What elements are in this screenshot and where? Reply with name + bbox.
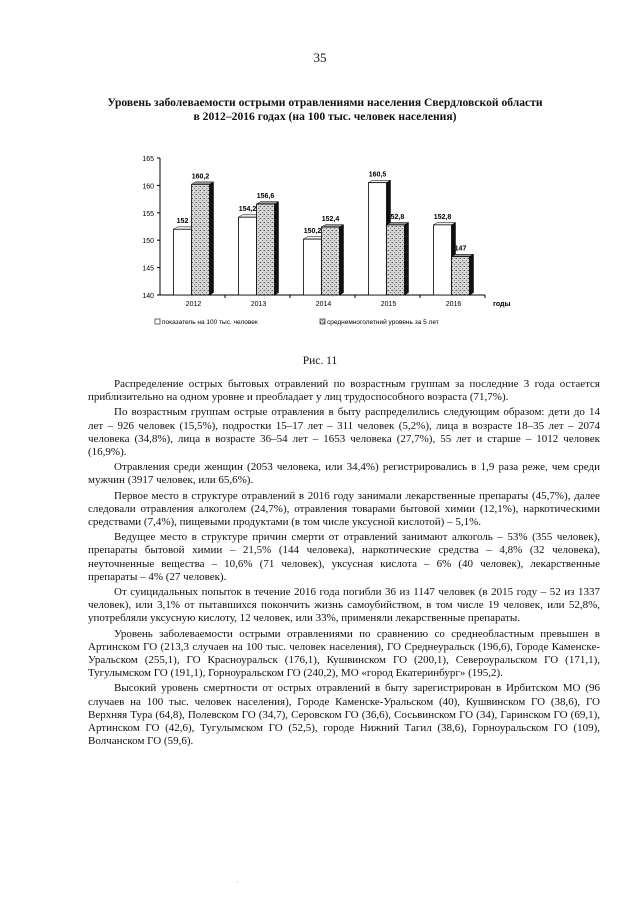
data-label-average: 147 — [454, 245, 467, 253]
x-tick-label: 2014 — [315, 301, 332, 308]
bar-side — [275, 202, 279, 295]
bar-side — [210, 182, 214, 295]
paragraph-6: От суицидальных попыток в течение 2016 года погибли 36 из 1147 человек (в 2015 году – 52 из 1337 человек), или 3,1% от пытавшихся покончить жизнь самоубийством, в том числе 19 человек, или 52,8%, употребляли уксусную кислоту, 12 человек, или 33%, применяли лекарственные препараты. — [88, 586, 600, 625]
y-tick-label: 155 — [142, 210, 154, 218]
x-axis-label: годы — [493, 301, 511, 308]
paragraph-3: Отравления среди женщин (2053 человека, или 34,4%) регистрировались в 1,9 раза реже, чем среди мужчин (3917 человек, или 65,6%). — [88, 461, 600, 487]
figure-caption: Рис. 11 — [302, 355, 338, 367]
bar-average — [257, 204, 275, 295]
data-label-indicator: 154,2 — [238, 206, 257, 214]
data-label-indicator: 152,8 — [433, 213, 452, 221]
page-number: 35 — [313, 50, 327, 65]
legend-swatch-average — [320, 319, 325, 324]
plot-area — [142, 156, 510, 326]
x-tick-label: 2013 — [250, 301, 267, 308]
body-text — [88, 378, 600, 750]
bar-indicator — [239, 217, 257, 295]
data-label-average: 160,2 — [191, 173, 210, 181]
y-tick-label: 140 — [142, 293, 154, 300]
paragraph-2: По возрастным группам острые отравления в быту распределились следующим образом: дети до 14 лет – 926 человек (15,5%), подростки 15–17 лет – 311 человек (5,2%), лица в возрасте 18–35 лет – 2074 человека (34,8%), лица в возрасте 36–54 лет – 1653 человека (27,7%), 55 лет и старше – 1012 человек (16,9%). — [88, 406, 600, 459]
x-tick-label: 2015 — [380, 301, 397, 308]
y-tick-label: 145 — [142, 265, 154, 273]
bar-indicator — [369, 183, 387, 295]
y-tick-label: 165 — [142, 156, 154, 163]
data-label-indicator: 160,5 — [368, 171, 387, 179]
bar-side — [340, 225, 344, 295]
paragraph-7: Уровень заболеваемости острыми отравлениями по сравнению со среднеобластным превышен в Артинском ГО (213,3 случаев на 100 тыс. человек населения), ГО Среднеуральск (196,6), Городе Каменске-Уральском (255,1), ГО Красноуральск (176,1), Кушвинском ГО (200,1), Североуральском ГО (171,1), Тугулымском ГО (191,1), Горноуральском ГО (240,2), МО «город Екатеринбург» (195,2). — [88, 627, 600, 680]
chart-title-line-1: Уровень заболеваемости острыми отравлениями населения Свердловской области — [107, 96, 543, 109]
paragraph-4: Первое место в структуре отравлений в 2016 году занимали лекарственные препараты (45,7%), далее следовали отравления алкоголем (24,7%), отравления товарами бытовой химии (12,1%), наркотическими средствами (7,4%), пищевыми продуктами (в том числе уксусной кислотой) – 5,1%. — [88, 489, 600, 529]
paragraph-8: Высокий уровень смертности от острых отравлений в быту зарегистрирован в Ирбитском МО (96 случаев на 100 тыс. человек населения), Городе Каменске-Уральском (40), Кушвинском ГО (38,6), ГО Верхняя Тура (64,8), Полевском ГО (34,7), Серовском ГО (36,6), Сосьвинском ГО (34), Гаринском ГО (69,1), Артинском ГО (42,6), Тугулымском ГО (52,5), городе Нижний Тагил (38,6), Горноуральском ГО (109), Волчанском ГО (59,6). — [88, 682, 600, 748]
chart-title — [80, 96, 570, 124]
data-label-indicator: 150,2 — [303, 228, 322, 236]
bar-indicator — [174, 229, 192, 295]
legend-label-average: среднемноголетний уровень за 5 лет — [327, 319, 439, 326]
bar-indicator — [434, 225, 452, 295]
chart-title-line-2: в 2012–2016 годах (на 100 тыс. человек населения) — [193, 110, 457, 123]
bar-side — [470, 254, 474, 295]
y-tick-label: 150 — [142, 238, 154, 246]
x-tick-label: 2012 — [185, 301, 202, 308]
paragraph-1: Распределение острых бытовых отравлений по возрастным группам за последние 3 года остается приблизительно на одном уровне и преобладает у лиц трудоспособного возраста (71,7%). — [88, 378, 600, 404]
bar-side — [405, 222, 409, 295]
bar-average — [452, 257, 470, 295]
footer-mark: · — [236, 878, 239, 887]
y-tick-label: 160 — [142, 183, 154, 191]
legend-label-indicator: показатель на 100 тыс. человек — [162, 319, 258, 326]
data-label-average: 152,4 — [321, 216, 340, 224]
bar-chart — [120, 150, 520, 340]
legend-swatch-indicator — [155, 319, 160, 324]
bar-average — [387, 225, 405, 295]
x-tick-label: 2016 — [445, 301, 462, 308]
data-label-indicator: 152 — [176, 218, 189, 226]
bar-average — [192, 184, 210, 295]
bar-indicator — [304, 239, 322, 295]
data-label-average: 156,6 — [256, 193, 275, 201]
bar-average — [322, 227, 340, 295]
data-label-average: 152,8 — [386, 213, 405, 221]
paragraph-5: Ведущее место в структуре причин смерти от отравлений занимают алкоголь – 53% (355 человек), препараты бытовой химии – 21,5% (144 человека), наркотические средства – 4,8% (32 человека), неуточненные вещества – 10,6% (71 человек), уксусная кислота – 6% (40 человек), лекарственные препараты – 4% (27 человек). — [88, 531, 600, 583]
